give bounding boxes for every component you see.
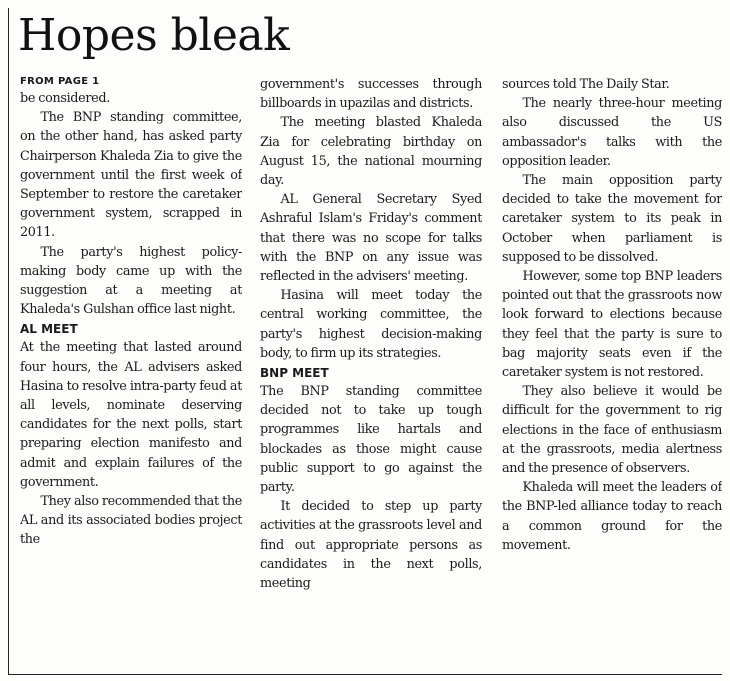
headline: Hopes bleak <box>18 10 290 61</box>
article-paragraph: Khaleda will meet the leaders of the BNP-led alliance today to reach a common ground for the movement. <box>502 480 722 553</box>
article-paragraph: AL General Secretary Syed Ashraful Islam's Friday's comment that there was no scope for talks with the BNP on any issue was reflected in the advisers' meeting. <box>260 192 482 285</box>
article-column-2 <box>260 75 482 673</box>
article-column-3 <box>502 75 722 673</box>
bottom-rule <box>8 674 722 675</box>
article-paragraph: The BNP standing committee decided not to take up tough programmes like hartals and blockades as those might cause public support to go against the party. <box>260 384 482 496</box>
article-paragraph: government's successes through billboards in upazilas and districts. <box>260 77 482 112</box>
article-paragraph: The meeting blasted Khaleda Zia for celebrating birthday on August 15, the national mourning day. <box>260 115 482 189</box>
article-column-1 <box>20 75 242 673</box>
continuation-kicker: FROM PAGE 1 <box>20 76 100 87</box>
article-paragraph: The BNP standing committee, on the other hand, has asked party Chairperson Khaleda Zia to give the government until the first week of September to restore the caretaker government system, scrapped in 2011. <box>20 110 242 241</box>
article-paragraph: The party's highest policy-making body came up with the suggestion at a meeting at Khaleda's Gulshan office last night. <box>20 244 242 318</box>
article-paragraph: At the meeting that lasted around four hours, the AL advisers asked Hasina to resolve intra-party feud at all levels, nominate deserving candidates for the next polls, start preparing election manifesto and admit and explain failures of the government. <box>20 340 242 490</box>
left-column-rule <box>8 8 9 674</box>
article-paragraph: sources told The Daily Star. <box>502 77 670 92</box>
section-subheading: AL MEET <box>20 322 78 337</box>
article-paragraph: They also recommended that the AL and its associated bodies project the <box>20 494 242 548</box>
article-paragraph: Hasina will meet today the central working committee, the party's highest decision-making body, to firm up its strategies. <box>260 288 482 361</box>
section-subheading: BNP MEET <box>260 366 329 381</box>
article-paragraph: The main opposition party decided to take the movement for caretaker system to its peak in October when parliament is supposed to be dissolved. <box>502 173 722 265</box>
article-paragraph: The nearly three-hour meeting also discussed the US ambassador's talks with the opposition leader. <box>502 96 722 169</box>
article-paragraph: be considered. <box>20 91 110 106</box>
article-paragraph: It decided to step up party activities at the grassroots level and find out appropriate persons as candidates in the next polls, meeting <box>260 499 482 592</box>
article-paragraph: They also believe it would be difficult for the government to rig elections in the face of enthusiasm at the grassroots, media alertness and the presence of observers. <box>502 384 722 477</box>
article-paragraph: However, some top BNP leaders pointed out that the grassroots now look forward to elections because they feel that the party is sure to bag majority seats even if the caretaker system is not restored. <box>502 269 722 381</box>
